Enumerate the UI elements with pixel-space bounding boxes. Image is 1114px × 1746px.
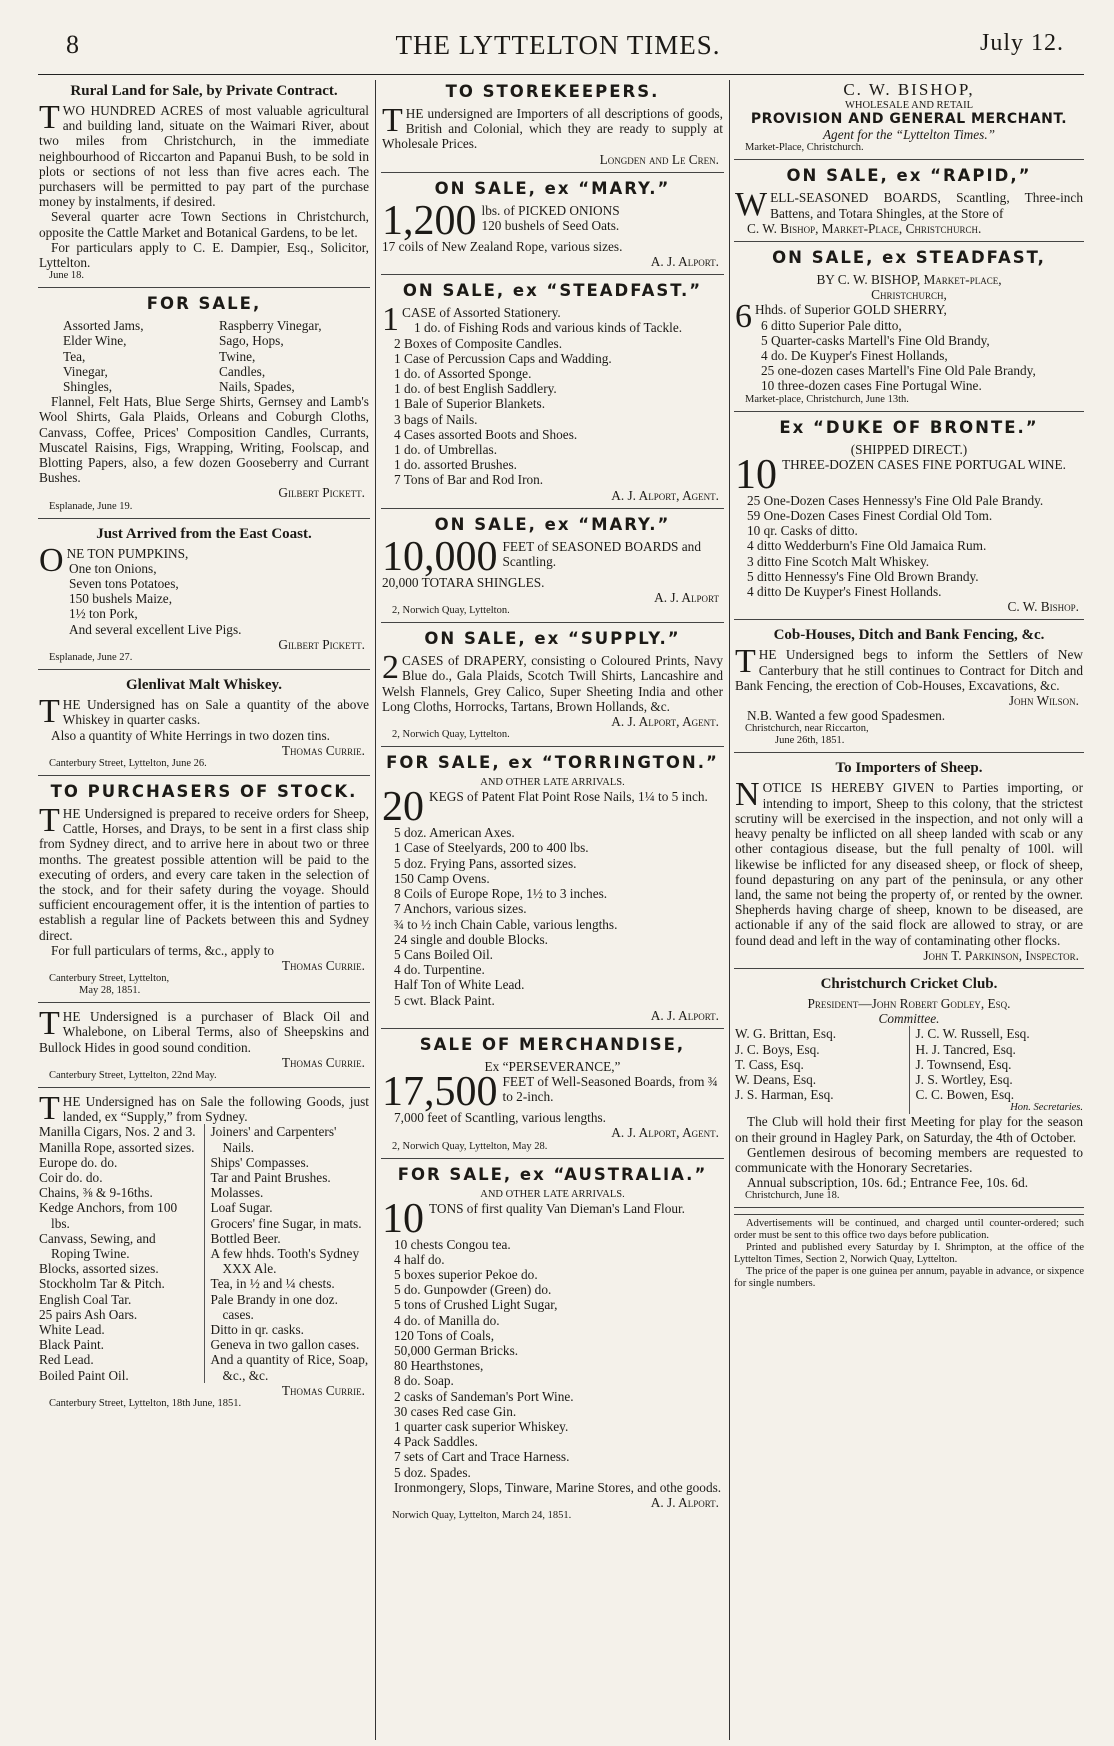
drop-cap: 6: [735, 298, 752, 336]
list-item: Vinegar,: [63, 363, 108, 379]
list-item: Chains, ⅜ & 9-16ths.: [39, 1185, 153, 1201]
ad-title: FOR SALE, ex “AUSTRALIA.”: [397, 1164, 708, 1184]
column-1: [38, 80, 370, 1740]
column-3: [734, 80, 1084, 1740]
ad-cob-houses: [734, 626, 1084, 753]
ad-line: 8 do. Soap.: [394, 1373, 454, 1389]
list-item: Elder Wine,: [63, 333, 127, 349]
ad-line: TONS of first quality Van Dieman's Land Flour.: [429, 1200, 686, 1216]
ad-signature: Thomas Currie.: [281, 1382, 365, 1398]
ad-rural-land: [38, 82, 370, 288]
committee-member: J. C. Boys, Esq.: [735, 1041, 820, 1057]
ad-signature: Gilbert Pickett.: [278, 485, 365, 501]
list-item: Joiners' and Carpenters' Nails.: [210, 1124, 337, 1155]
ad-date: Esplanade, June 19.: [49, 500, 133, 512]
notice-line: Printed and published every Saturday by I. Shrimpton, at the office of the Lyttelton Times, Section 2, Norwich Quay, Lyttelton.: [734, 1242, 1084, 1266]
ad-line: 3 ditto Fine Scotch Malt Whiskey.: [747, 553, 930, 569]
ad-line: 5 doz. Frying Pans, assorted sizes.: [394, 855, 577, 871]
ad-title: To Importers of Sheep.: [835, 760, 983, 777]
ad-line: 4 do. De Kuyper's Finest Hollands,: [761, 348, 948, 364]
ad-steadfast-bishop: [734, 248, 1084, 412]
ad-supply-goods: [38, 1089, 370, 1415]
drop-cap: N: [735, 776, 760, 814]
list-item: Pale Brandy in one doz. cases.: [210, 1291, 338, 1322]
list-item: Ditto in qr. casks.: [210, 1322, 304, 1337]
ad-storekeepers: [381, 82, 724, 173]
ad-line: Hhds. of Superior GOLD SHERRY,: [755, 302, 947, 318]
ad-line: 7 sets of Cart and Trace Harness.: [394, 1449, 570, 1465]
list-item: Raspberry Vinegar,: [219, 318, 322, 334]
ad-date: June 26th, 1851.: [775, 735, 845, 747]
ad-body: HE Undersigned begs to inform the Settlers of New Canterbury that he still continues to Contract for Ditch and Bank Fencing, the erection of Cob-Houses, Excavations, &c.: [735, 647, 1083, 693]
ad-line: 4 Pack Saddles.: [394, 1434, 478, 1450]
ad-line: 10 qr. Casks of ditto.: [747, 523, 858, 539]
ad-importers-of-sheep: [734, 759, 1084, 968]
committee-member: T. Cass, Esq.: [735, 1056, 804, 1072]
ad-signature: A. J. Alport.: [650, 1494, 719, 1510]
ad-date: May 28, 1851.: [79, 985, 141, 997]
ad-line: lbs. of PICKED ONIONS: [481, 202, 620, 218]
list-item: Canvass, Sewing, and Roping Twine.: [39, 1230, 156, 1261]
ad-bishop-merchant: [734, 80, 1084, 160]
list-item: Manilla Cigars, Nos. 2 and 3.: [39, 1124, 196, 1140]
ad-signature: A. J. Alport.: [650, 1007, 719, 1023]
ad-subtitle: Christchurch,: [871, 287, 947, 303]
merchant-sub: WHOLESALE AND RETAIL: [844, 100, 974, 111]
ad-line: Ironmongery, Slops, Tinware, Marine Stores, and othe goods.: [394, 1479, 722, 1495]
ad-date: Christchurch, near Riccarton,: [745, 723, 869, 735]
ad-body: Several quarter acre Town Sections in Christchurch, opposite the Cattle Market and Botanical Gardens, to be let.: [39, 209, 369, 240]
ad-title: SALE OF MERCHANDISE,: [419, 1034, 686, 1054]
drop-cap: 2: [382, 649, 399, 687]
ad-title: TO PURCHASERS OF STOCK.: [50, 781, 358, 801]
column-divider: [375, 80, 376, 1740]
ad-line: And several excellent Live Pigs.: [69, 621, 242, 637]
ad-rapid: [734, 166, 1084, 242]
ad-line: NE TON PUMPKINS,: [66, 545, 189, 561]
ad-signature: C. W. Bishop, Market-Place, Christchurch.: [747, 220, 982, 236]
ad-date: Market-place, Christchurch, June 13th.: [745, 393, 909, 405]
list-item: Kedge Anchors, from 100 lbs.: [39, 1200, 178, 1231]
list-item: Bottled Beer.: [210, 1230, 281, 1246]
ad-duke-of-bronte: [734, 418, 1084, 621]
ad-line: 5 cwt. Black Paint.: [394, 992, 495, 1008]
ad-date: 2, Norwich Quay, Lyttelton.: [392, 605, 510, 617]
ad-line: 4 half do.: [394, 1251, 445, 1267]
committee-member: J. C. W. Russell, Esq.: [915, 1026, 1030, 1042]
ad-subtitle: (SHIPPED DIRECT.): [850, 441, 968, 457]
large-figure: 17,500: [382, 1069, 498, 1116]
ad-date: 2, Norwich Quay, Lyttelton.: [392, 729, 510, 741]
ad-line: THREE-DOZEN CASES FINE PORTUGAL WINE.: [782, 456, 1066, 472]
ad-line: 8 Coils of Europe Rope, 1½ to 3 inches.: [394, 886, 608, 902]
ad-line: 1 do. of Assorted Sponge.: [394, 366, 532, 382]
ad-date: Esplanade, June 27.: [49, 652, 133, 664]
list-item: English Coal Tar.: [39, 1291, 132, 1307]
ad-line: 5 tons of Crushed Light Sugar,: [394, 1297, 558, 1313]
hon-secretaries: Hon. Secretaries.: [1010, 1102, 1083, 1114]
ad-line: 24 single and double Blocks.: [394, 931, 549, 947]
ad-line: 4 ditto Wedderburn's Fine Old Jamaica Rum.: [747, 538, 987, 554]
committee-member: J. S. Harman, Esq.: [735, 1087, 834, 1103]
ad-torrington: [381, 753, 724, 1029]
ad-signature: John Wilson.: [1008, 693, 1079, 709]
list-item: Boiled Paint Oil.: [39, 1367, 129, 1383]
ad-mary-boards: [381, 515, 724, 623]
ad-date: Market-Place, Christchurch.: [745, 142, 864, 154]
ad-body: ELL-SEASONED BOARDS, Scantling, Three-inch Battens, and Totara Shingles, at the Store of: [770, 190, 1083, 221]
ad-title: ON SALE, ex “STEADFAST.”: [402, 281, 703, 301]
ad-line: 20,000 TOTARA SHINGLES.: [382, 574, 545, 590]
list-item: Molasses.: [210, 1185, 264, 1201]
list-item: Manilla Rope, assorted sizes.: [39, 1139, 195, 1155]
ad-subtitle: AND OTHER LATE ARRIVALS.: [480, 1188, 625, 1200]
ad-title: Christchurch Cricket Club.: [820, 975, 998, 992]
ad-line: 5 boxes superior Pekoe do.: [394, 1266, 538, 1282]
column-2: [381, 80, 724, 1740]
ad-subtitle: Ex “PERSEVERANCE,”: [484, 1058, 621, 1074]
ad-line: 4 do. Turpentine.: [394, 962, 485, 978]
publication-notice: [734, 1214, 1084, 1290]
ad-body: Also a quantity of White Herrings in two dozen tins.: [51, 727, 330, 743]
committee-member: J. S. Wortley, Esq.: [915, 1071, 1013, 1087]
ad-line: 2 Boxes of Composite Candles.: [394, 335, 563, 351]
list-item: Loaf Sugar.: [210, 1200, 273, 1216]
drop-cap: T: [39, 693, 60, 731]
ad-line: 1 do. assorted Brushes.: [394, 457, 517, 473]
drop-cap: T: [39, 801, 60, 839]
list-item: Grocers' fine Sugar, in mats.: [210, 1215, 362, 1231]
ad-body: HE Undersigned is a purchaser of Black Oil and Whalebone, on Liberal Terms, also of Sheepskins and Bullock Hides in good sound condition.: [39, 1009, 369, 1055]
list-item: White Lead.: [39, 1322, 105, 1337]
ad-date: Norwich Quay, Lyttelton, March 24, 1851.: [392, 1510, 572, 1522]
ad-line: 80 Hearthstones,: [394, 1358, 484, 1374]
list-item: Shingles,: [63, 379, 113, 395]
column-divider: [729, 80, 730, 1740]
ad-line: 5 Quarter-casks Martell's Fine Old Brandy,: [761, 332, 990, 348]
list-item: Stockholm Tar & Pitch.: [39, 1276, 165, 1292]
ad-glenlivat: [38, 676, 370, 776]
drop-cap: T: [39, 1089, 60, 1127]
ad-date: Canterbury Street, Lyttelton, 18th June, 1851.: [49, 1398, 242, 1410]
ad-body: CASES of DRAPERY, consisting o Coloured Prints, Navy Blue do., Gala Plaids, Scotch Twill Shirts, Lancashire and Welsh Flannels, Grey Calico, Super Sheeting India and other Long Cloths, Horrocks, Tartans, Brown Hollands, &c.: [382, 653, 723, 714]
ad-line: 120 Tons of Coals,: [394, 1327, 495, 1343]
ad-title: Rural Land for Sale, by Private Contract.: [70, 83, 338, 99]
ad-line: 1 do. of Fishing Rods and various kinds of Tackle.: [414, 320, 683, 336]
committee-member: H. J. Tancred, Esq.: [915, 1041, 1016, 1057]
drop-cap: T: [735, 643, 756, 681]
list-item: Tea, in ½ and ¼ chests.: [210, 1276, 335, 1292]
ad-line: One ton Onions,: [69, 560, 157, 576]
ad-signature: Longden and Le Cren.: [599, 151, 719, 167]
ad-line: 6 ditto Superior Pale ditto,: [761, 317, 902, 333]
ad-body: HE undersigned are Importers of all descriptions of goods, British and Colonial, which they are ready to supply at Wholesale Prices.: [382, 106, 723, 152]
ad-signature: A. J. Alport.: [650, 254, 719, 270]
ad-line: 120 bushels of Seed Oats.: [481, 218, 620, 234]
ad-signature: John T. Parkinson, Inspector.: [923, 947, 1079, 963]
ad-line: 7,000 feet of Scantling, various lengths.: [394, 1110, 606, 1126]
ad-line: 10 three-dozen cases Fine Portugal Wine.: [761, 378, 982, 394]
ad-line: 4 ditto De Kuyper's Finest Hollands.: [747, 584, 942, 600]
ad-body: HE Undersigned has on Sale a quantity of the above Whiskey in quarter casks.: [62, 697, 369, 728]
ad-line: CASE of Assorted Stationery.: [402, 305, 561, 321]
ad-signature: A. J. Alport, Agent.: [611, 714, 719, 730]
drop-cap: W: [735, 186, 768, 224]
ad-line: 30 cases Red case Gin.: [394, 1403, 517, 1419]
ad-date: Canterbury Street, Lyttelton,: [49, 973, 170, 985]
ad-line: 2 casks of Sandeman's Port Wine.: [394, 1388, 574, 1404]
ad-cricket-club: [734, 975, 1084, 1208]
masthead: [32, 30, 1084, 70]
ad-line: 25 One-Dozen Cases Hennessy's Fine Old Pale Brandy.: [747, 492, 1044, 508]
list-item: Nails, Spades,: [219, 379, 295, 395]
ad-signature: A. J. Alport, Agent.: [611, 487, 719, 503]
committee-member: C. C. Bowen, Esq.: [915, 1087, 1015, 1103]
ad-body: HE Undersigned is prepared to receive orders for Sheep, Cattle, Horses, and Drays, to be sent in a first class ship from Sydney direct, and to arrive here in about two or three months. The greatest possible attention will be paid to the executing of orders, and every care taken in the selection of the stock, and for their safety during the voyage. Should sufficient encouragement offer, it is the intention of parties to establish a regular line of Packets between this and Sydney direct.: [39, 805, 369, 943]
ad-body: OTICE IS HEREBY GIVEN to Parties importing, or intending to import, Sheep to this colony, that the strictest scrutiny will be exercised in the inspection, and not only will a heavy penalty be inflicted on all sheep landed with scab or any other contagious disease, but the full penalty of 100l. will likewise be inflicted for any diseased sheep, or flock of sheep, found depasturing on any part of the peninsula, or any other land, the same not being the property of, or rented by the owner. Shepherds having charge of sheep, known to be diseased, are actionable if any of the said flock are allowed to stray, or are found dead and left in the way of contaminating other flocks.: [735, 780, 1083, 948]
ad-line: 5 doz. American Axes.: [394, 825, 515, 841]
ad-body: WO HUNDRED ACRES of most valuable agricultural and building land, situate on the Waimari River, about two miles from Christchurch, in the immediate neighbourhood of Riccarton and Papanui Bush, to be sold in plots or sections of not less than five acres each. The purchasers will be permitted to pay part of the purchase money by instalments, if desired.: [39, 103, 369, 210]
ad-date: Christchurch, June 18.: [745, 1190, 840, 1202]
ad-signature: Thomas Currie.: [281, 957, 365, 973]
ad-line: 4 do. of Manilla do.: [394, 1312, 500, 1328]
ad-line: 7 Tons of Bar and Rod Iron.: [394, 472, 544, 488]
ad-title: ON SALE, ex “SUPPLY.”: [424, 629, 681, 649]
ad-line: 50,000 German Bricks.: [394, 1342, 519, 1358]
drop-cap: T: [39, 1005, 60, 1043]
list-item: Candles,: [219, 363, 266, 379]
merchant-name: C. W. BISHOP,: [843, 80, 975, 99]
merchant-trade: PROVISION AND GENERAL MERCHANT.: [750, 111, 1068, 127]
ad-east-coast: [38, 525, 370, 670]
list-item: Ships' Compasses.: [210, 1154, 309, 1170]
large-figure: 10: [382, 1195, 424, 1242]
ad-supply-drapery: [381, 629, 724, 747]
ad-line: 1 quarter cask superior Whiskey.: [394, 1418, 569, 1434]
ad-line: 10 chests Congou tea.: [394, 1236, 511, 1252]
ad-body: For full particulars of terms, &c., apply to: [51, 942, 275, 958]
ad-title: ON SALE, ex “RAPID,”: [786, 166, 1032, 186]
committee-member: J. Townsend, Esq.: [915, 1056, 1012, 1072]
large-figure: 10,000: [382, 533, 498, 580]
ad-date: 2, Norwich Quay, Lyttelton, May 28.: [392, 1140, 548, 1152]
ad-line: 150 bushels Maize,: [69, 591, 173, 607]
ad-title: ON SALE, ex “MARY.”: [434, 514, 671, 534]
ad-body: Gentlemen desirous of becoming members are requested to communicate with the Honorary Secretaries.: [735, 1144, 1083, 1175]
ad-line: 5 Cans Boiled Oil.: [394, 946, 493, 962]
ad-title: ON SALE, ex STEADFAST,: [772, 248, 1046, 268]
issue-date: July 12.: [979, 30, 1064, 56]
ad-line: 25 one-dozen cases Martell's Fine Old Pale Brandy,: [761, 363, 1036, 379]
ad-title: Cob-Houses, Ditch and Bank Fencing, &c.: [773, 627, 1045, 644]
ad-line: 3 bags of Nails.: [394, 411, 478, 427]
list-item: Twine,: [219, 348, 256, 364]
ad-signature: A. J. Alport, Agent.: [611, 1125, 719, 1141]
ad-line: FEET of SEASONED BOARDS and Scantling.: [502, 538, 701, 570]
ad-line: 59 One-Dozen Cases Finest Cordial Old Tom.: [747, 508, 993, 524]
ad-line: 5 ditto Hennessy's Fine Old Brown Brandy.: [747, 568, 979, 584]
list-item: Blocks, assorted sizes.: [39, 1261, 159, 1277]
club-committee: Committee.: [878, 1011, 940, 1027]
ad-line: 5 doz. Spades.: [394, 1464, 471, 1480]
ad-signature: Thomas Currie.: [281, 1054, 365, 1070]
ad-title: Glenlivat Malt Whiskey.: [126, 677, 282, 694]
list-item: Assorted Jams,: [63, 318, 144, 334]
ad-line: 150 Camp Ovens.: [394, 870, 490, 886]
ad-line: Half Ton of White Lead.: [394, 977, 525, 993]
ad-line: FEET of Well-Seasoned Boards, from ¾ to 2-inch.: [502, 1074, 718, 1105]
large-figure: 20: [382, 784, 424, 831]
ad-date: Canterbury Street, Lyttelton, June 26.: [49, 757, 207, 769]
ad-subtitle: AND OTHER LATE ARRIVALS.: [480, 777, 625, 789]
ad-line: 4 Cases assorted Boots and Shoes.: [394, 426, 578, 442]
ad-line: KEGS of Patent Flat Point Rose Nails, 1¼ to 5 inch.: [429, 789, 708, 805]
ad-body: For particulars apply to C. E. Dampier, Esq., Solicitor, Lyttelton.: [39, 239, 369, 271]
drop-cap: T: [39, 99, 60, 136]
ad-signature: Gilbert Pickett.: [278, 636, 365, 652]
drop-cap: O: [39, 541, 64, 579]
ad-merchandise: [381, 1035, 724, 1159]
ad-title: Just Arrived from the East Coast.: [96, 525, 312, 542]
list-item: A few hhds. Tooth's Sydney XXX Ale.: [210, 1245, 360, 1277]
ad-line: 1½ ton Pork,: [69, 606, 138, 622]
committee-member: W. Deans, Esq.: [735, 1071, 817, 1087]
ad-body: The Club will hold their first Meeting for play for the season on their ground in Hagley Park, on Saturday, the 4th of October.: [735, 1114, 1083, 1145]
ad-date: Canterbury Street, Lyttelton, 22nd May.: [49, 1069, 217, 1081]
list-item: Europe do. do.: [39, 1154, 118, 1170]
ad-body: HE Undersigned has on Sale the following Goods, just landed, ex “Supply,” from Sydney.: [62, 1093, 369, 1125]
ad-title: FOR SALE,: [146, 294, 262, 314]
drop-cap: T: [382, 102, 403, 139]
list-item: Black Paint.: [39, 1337, 104, 1353]
ad-signature: C. W. Bishop.: [1007, 599, 1079, 615]
ad-line: ¾ to ½ inch Chain Cable, various lengths.: [394, 916, 618, 932]
merchant-agent: Agent for the “Lyttelton Times.”: [822, 127, 996, 143]
notice-line: The price of the paper is one guinea per annum, payable in advance, or sixpence for single numbers.: [734, 1266, 1084, 1290]
list-item: Geneva in two gallon cases.: [210, 1337, 360, 1353]
ad-line: 5 do. Gunpowder (Green) do.: [394, 1282, 552, 1298]
ad-mary-onions: [381, 179, 724, 275]
ad-line: 1 Case of Percussion Caps and Wadding.: [394, 350, 612, 366]
ad-black-oil: [38, 1005, 370, 1088]
ad-line: Seven tons Potatoes,: [69, 576, 179, 592]
club-president: President—John Robert Godley, Esq.: [807, 995, 1011, 1011]
ad-line: 1 do. of best English Saddlery.: [394, 381, 557, 397]
ad-purchasers-of-stock: [38, 782, 370, 1003]
header-rule: [38, 74, 1084, 75]
ad-date: June 18.: [49, 270, 84, 282]
list-item: 25 pairs Ash Oars.: [39, 1306, 138, 1322]
ad-signature: Thomas Currie.: [281, 742, 365, 758]
ad-australia: [381, 1165, 724, 1528]
ad-title: Ex “DUKE OF BRONTE.”: [779, 417, 1039, 437]
list-item: Red Lead.: [39, 1352, 94, 1368]
page-number: 8: [66, 30, 79, 59]
ad-line: N.B. Wanted a few good Spadesmen.: [747, 708, 946, 724]
ad-line: 1 Case of Steelyards, 200 to 400 lbs.: [394, 840, 589, 856]
ad-body: Flannel, Felt Hats, Blue Serge Shirts, Gernsey and Lamb's Wool Shirts, Gala Plaids, Orleans and Coburgh Cloths, Canvass, Coffee, Prices' Composition Candles, Currants, Muscatel Raisins, Figs, Wrapping, Writing, Foolscap, and Blotting Papers, also, a few dozen Gooseberry and Currant Bushes.: [39, 394, 369, 486]
ad-steadfast-stationery: [381, 281, 724, 509]
list-item: Coir do. do.: [39, 1169, 103, 1185]
large-figure: 1,200: [382, 197, 477, 244]
list-item: And a quantity of Rice, Soap, &c., &c.: [210, 1352, 369, 1383]
list-item: Tar and Paint Brushes.: [210, 1169, 331, 1185]
committee-member: W. G. Brittan, Esq.: [735, 1026, 837, 1042]
ad-line: 17 coils of New Zealand Rope, various sizes.: [382, 238, 623, 254]
ad-line: 1 Bale of Superior Blankets.: [394, 396, 546, 412]
notice-line: Advertisements will be continued, and charged until counter-ordered; such order must be sent to this office two days before publication.: [734, 1218, 1084, 1242]
large-figure: 10: [735, 451, 777, 498]
ad-line: 7 Anchors, various sizes.: [394, 901, 527, 917]
newspaper-title: THE LYTTELTON TIMES.: [395, 30, 721, 60]
ad-subtitle: BY C. W. BISHOP, Market-place,: [816, 272, 1002, 288]
ad-title: TO STOREKEEPERS.: [445, 82, 660, 101]
ad-title: ON SALE, ex “MARY.”: [434, 178, 671, 198]
list-item: Tea,: [63, 348, 86, 364]
ad-body: Annual subscription, 10s. 6d.; Entrance Fee, 10s. 6d.: [747, 1175, 1029, 1191]
drop-cap: 1: [382, 301, 399, 339]
ad-signature: A. J. Alport: [654, 590, 719, 606]
ad-for-sale-pickett: [38, 294, 370, 518]
ad-title: FOR SALE, ex “TORRINGTON.”: [386, 753, 719, 773]
ad-line: 1 do. of Umbrellas.: [394, 442, 498, 458]
list-item: Sago, Hops,: [219, 333, 284, 349]
